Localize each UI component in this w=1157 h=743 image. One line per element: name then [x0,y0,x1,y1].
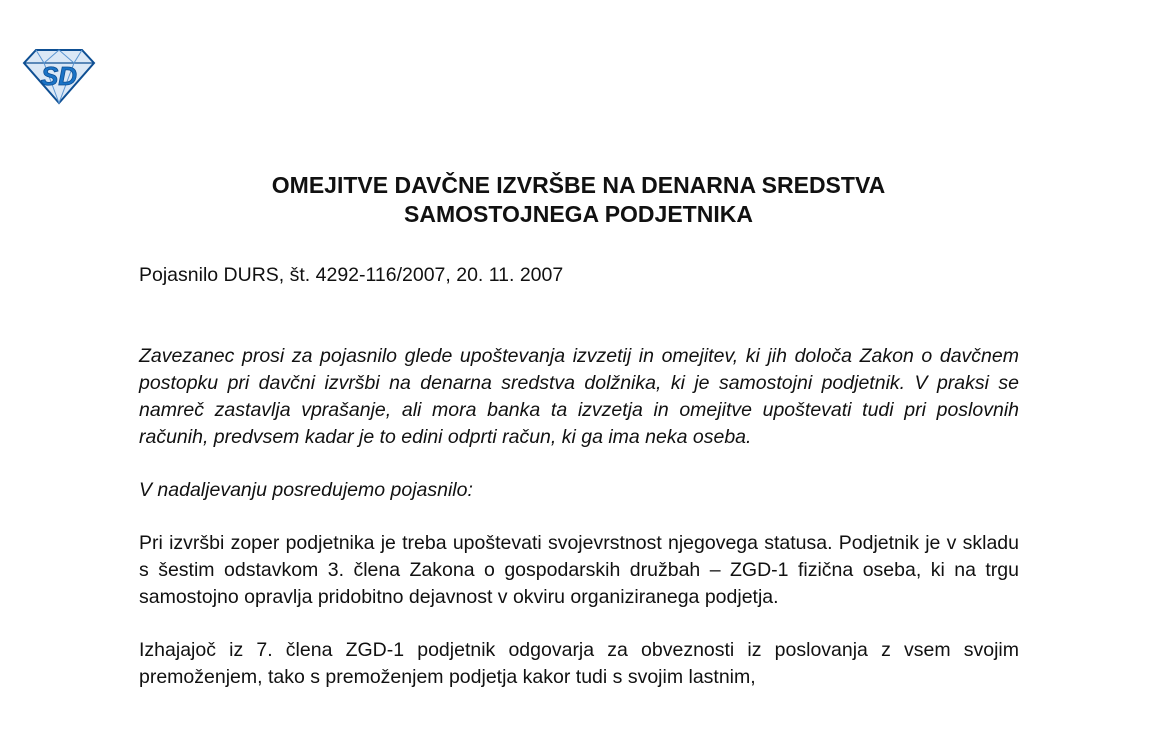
logo-lettering: SD [40,61,78,91]
document-body [139,262,1019,717]
title-line-2: SAMOSTOJNEGA PODJETNIKA [404,201,753,227]
paragraph-liability: Izhajajoč iz 7. člena ZGD-1 podjetnik odgovarja za obveznosti iz poslovanja z vsem svojim premoženjem, tako s premoženjem podjetja kakor tudi s svojim lastnim, [139,639,1019,688]
document-reference: Pojasnilo DURS, št. 4292-116/2007, 20. 11. 2007 [139,264,564,286]
title-line-1: OMEJITVE DAVČNE IZVRŠBE NA DENARNA SREDSTVA [271,172,886,198]
document-title [0,171,1157,229]
paragraph-intro: V nadaljevanju posredujemo pojasnilo: [139,479,473,501]
sd-shield-logo-icon [22,47,96,105]
paragraph-question: Zavezanec prosi za pojasnilo glede upoštevanja izvzetij in omejitev, ki jih določa Zakon o davčnem postopku pri davčni izvršbi na denarna sredstva dolžnika, ki je samostojni podjetnik. V praksi se namreč zastavlja vprašanje, ali mora banka ta izvzetja in omejitve upoštevati tudi pri poslovnih računih, predvsem kadar je to edini odprti račun, ki ga ima neka oseba. [139,345,1019,448]
paragraph-explanation: Pri izvršbi zoper podjetnika je treba upoštevati svojevrstnost njegovega statusa. Podjetnik je v skladu s šestim odstavkom 3. člena Zakona o gospodarskih družbah – ZGD-1 fizična oseba, ki na trgu samostojno opravlja pridobitno dejavnost v okviru organiziranega podjetja. [139,532,1019,608]
